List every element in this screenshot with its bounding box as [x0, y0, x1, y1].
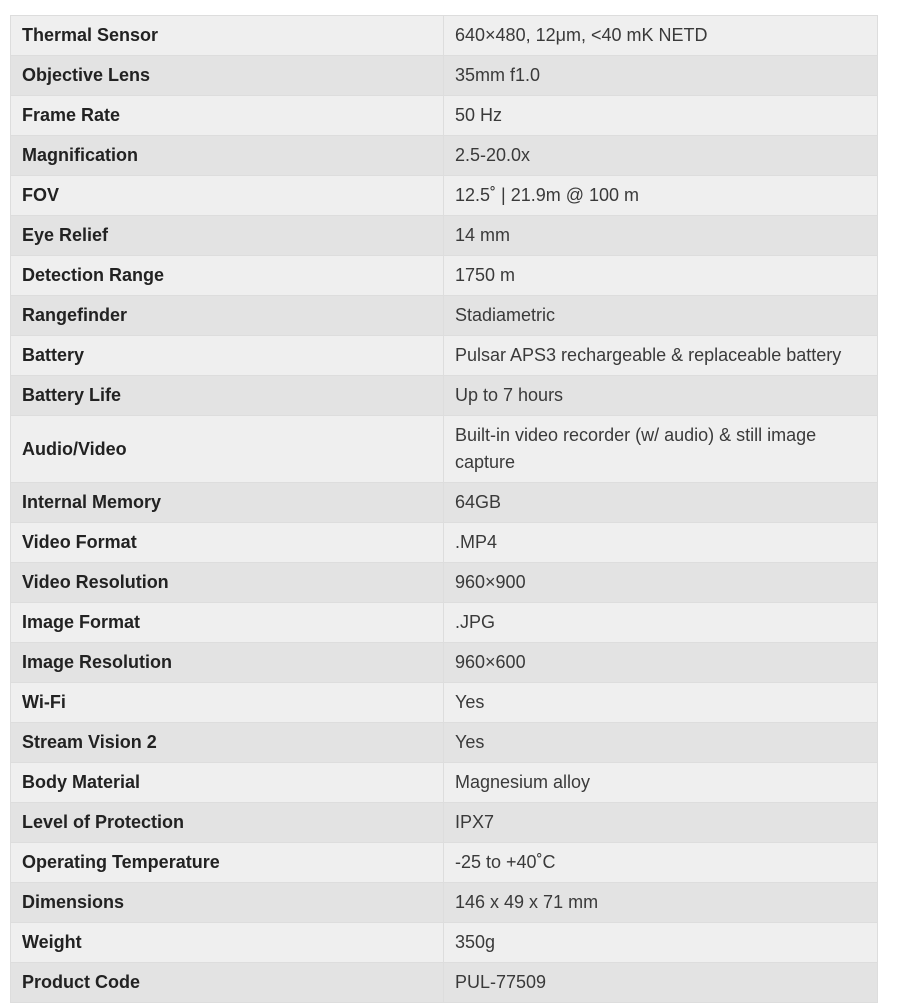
table-row: [11, 256, 878, 296]
spec-value: Yes: [444, 723, 878, 763]
spec-label: Internal Memory: [11, 483, 444, 523]
spec-label: Objective Lens: [11, 56, 444, 96]
spec-label: Weight: [11, 923, 444, 963]
table-row: [11, 643, 878, 683]
spec-value: .JPG: [444, 603, 878, 643]
table-row: [11, 563, 878, 603]
spec-value: 146 x 49 x 71 mm: [444, 883, 878, 923]
spec-value: Stadiametric: [444, 296, 878, 336]
spec-label: Thermal Sensor: [11, 16, 444, 56]
table-row: [11, 803, 878, 843]
table-row: [11, 176, 878, 216]
spec-value: Built-in video recorder (w/ audio) & still image capture: [444, 416, 878, 483]
table-row: [11, 683, 878, 723]
table-row: [11, 723, 878, 763]
spec-label: FOV: [11, 176, 444, 216]
spec-value: 2.5-20.0x: [444, 136, 878, 176]
spec-value: 1750 m: [444, 256, 878, 296]
spec-label: Battery: [11, 336, 444, 376]
spec-label: Video Format: [11, 523, 444, 563]
spec-label: Wi-Fi: [11, 683, 444, 723]
specifications-table-body: [11, 16, 878, 1003]
spec-label: Detection Range: [11, 256, 444, 296]
spec-label: Audio/Video: [11, 416, 444, 483]
table-row: [11, 216, 878, 256]
spec-value: Magnesium alloy: [444, 763, 878, 803]
spec-label: Body Material: [11, 763, 444, 803]
spec-value: 14 mm: [444, 216, 878, 256]
table-row: [11, 416, 878, 483]
specifications-table: [10, 15, 878, 1003]
table-row: [11, 296, 878, 336]
table-row: [11, 843, 878, 883]
spec-value: Yes: [444, 683, 878, 723]
table-row: [11, 136, 878, 176]
spec-value: 35mm f1.0: [444, 56, 878, 96]
spec-value: PUL-77509: [444, 963, 878, 1003]
spec-value: IPX7: [444, 803, 878, 843]
spec-value: -25 to +40˚C: [444, 843, 878, 883]
table-row: [11, 883, 878, 923]
spec-value: 64GB: [444, 483, 878, 523]
spec-label: Frame Rate: [11, 96, 444, 136]
spec-label: Image Resolution: [11, 643, 444, 683]
table-row: [11, 763, 878, 803]
spec-value: Up to 7 hours: [444, 376, 878, 416]
spec-label: Product Code: [11, 963, 444, 1003]
spec-label: Operating Temperature: [11, 843, 444, 883]
spec-label: Rangefinder: [11, 296, 444, 336]
spec-value: 960×900: [444, 563, 878, 603]
spec-label: Stream Vision 2: [11, 723, 444, 763]
spec-value: 350g: [444, 923, 878, 963]
table-row: [11, 376, 878, 416]
spec-value: Pulsar APS3 rechargeable & replaceable battery: [444, 336, 878, 376]
spec-value: 50 Hz: [444, 96, 878, 136]
spec-value: 12.5˚ | 21.9m @ 100 m: [444, 176, 878, 216]
spec-label: Level of Protection: [11, 803, 444, 843]
table-row: [11, 96, 878, 136]
spec-label: Image Format: [11, 603, 444, 643]
table-row: [11, 336, 878, 376]
table-row: [11, 923, 878, 963]
spec-label: Eye Relief: [11, 216, 444, 256]
table-row: [11, 963, 878, 1003]
spec-value: 640×480, 12μm, <40 mK NETD: [444, 16, 878, 56]
spec-label: Battery Life: [11, 376, 444, 416]
spec-value: .MP4: [444, 523, 878, 563]
table-row: [11, 603, 878, 643]
table-row: [11, 16, 878, 56]
table-row: [11, 483, 878, 523]
table-row: [11, 523, 878, 563]
spec-label: Video Resolution: [11, 563, 444, 603]
spec-label: Dimensions: [11, 883, 444, 923]
spec-value: 960×600: [444, 643, 878, 683]
table-row: [11, 56, 878, 96]
spec-label: Magnification: [11, 136, 444, 176]
